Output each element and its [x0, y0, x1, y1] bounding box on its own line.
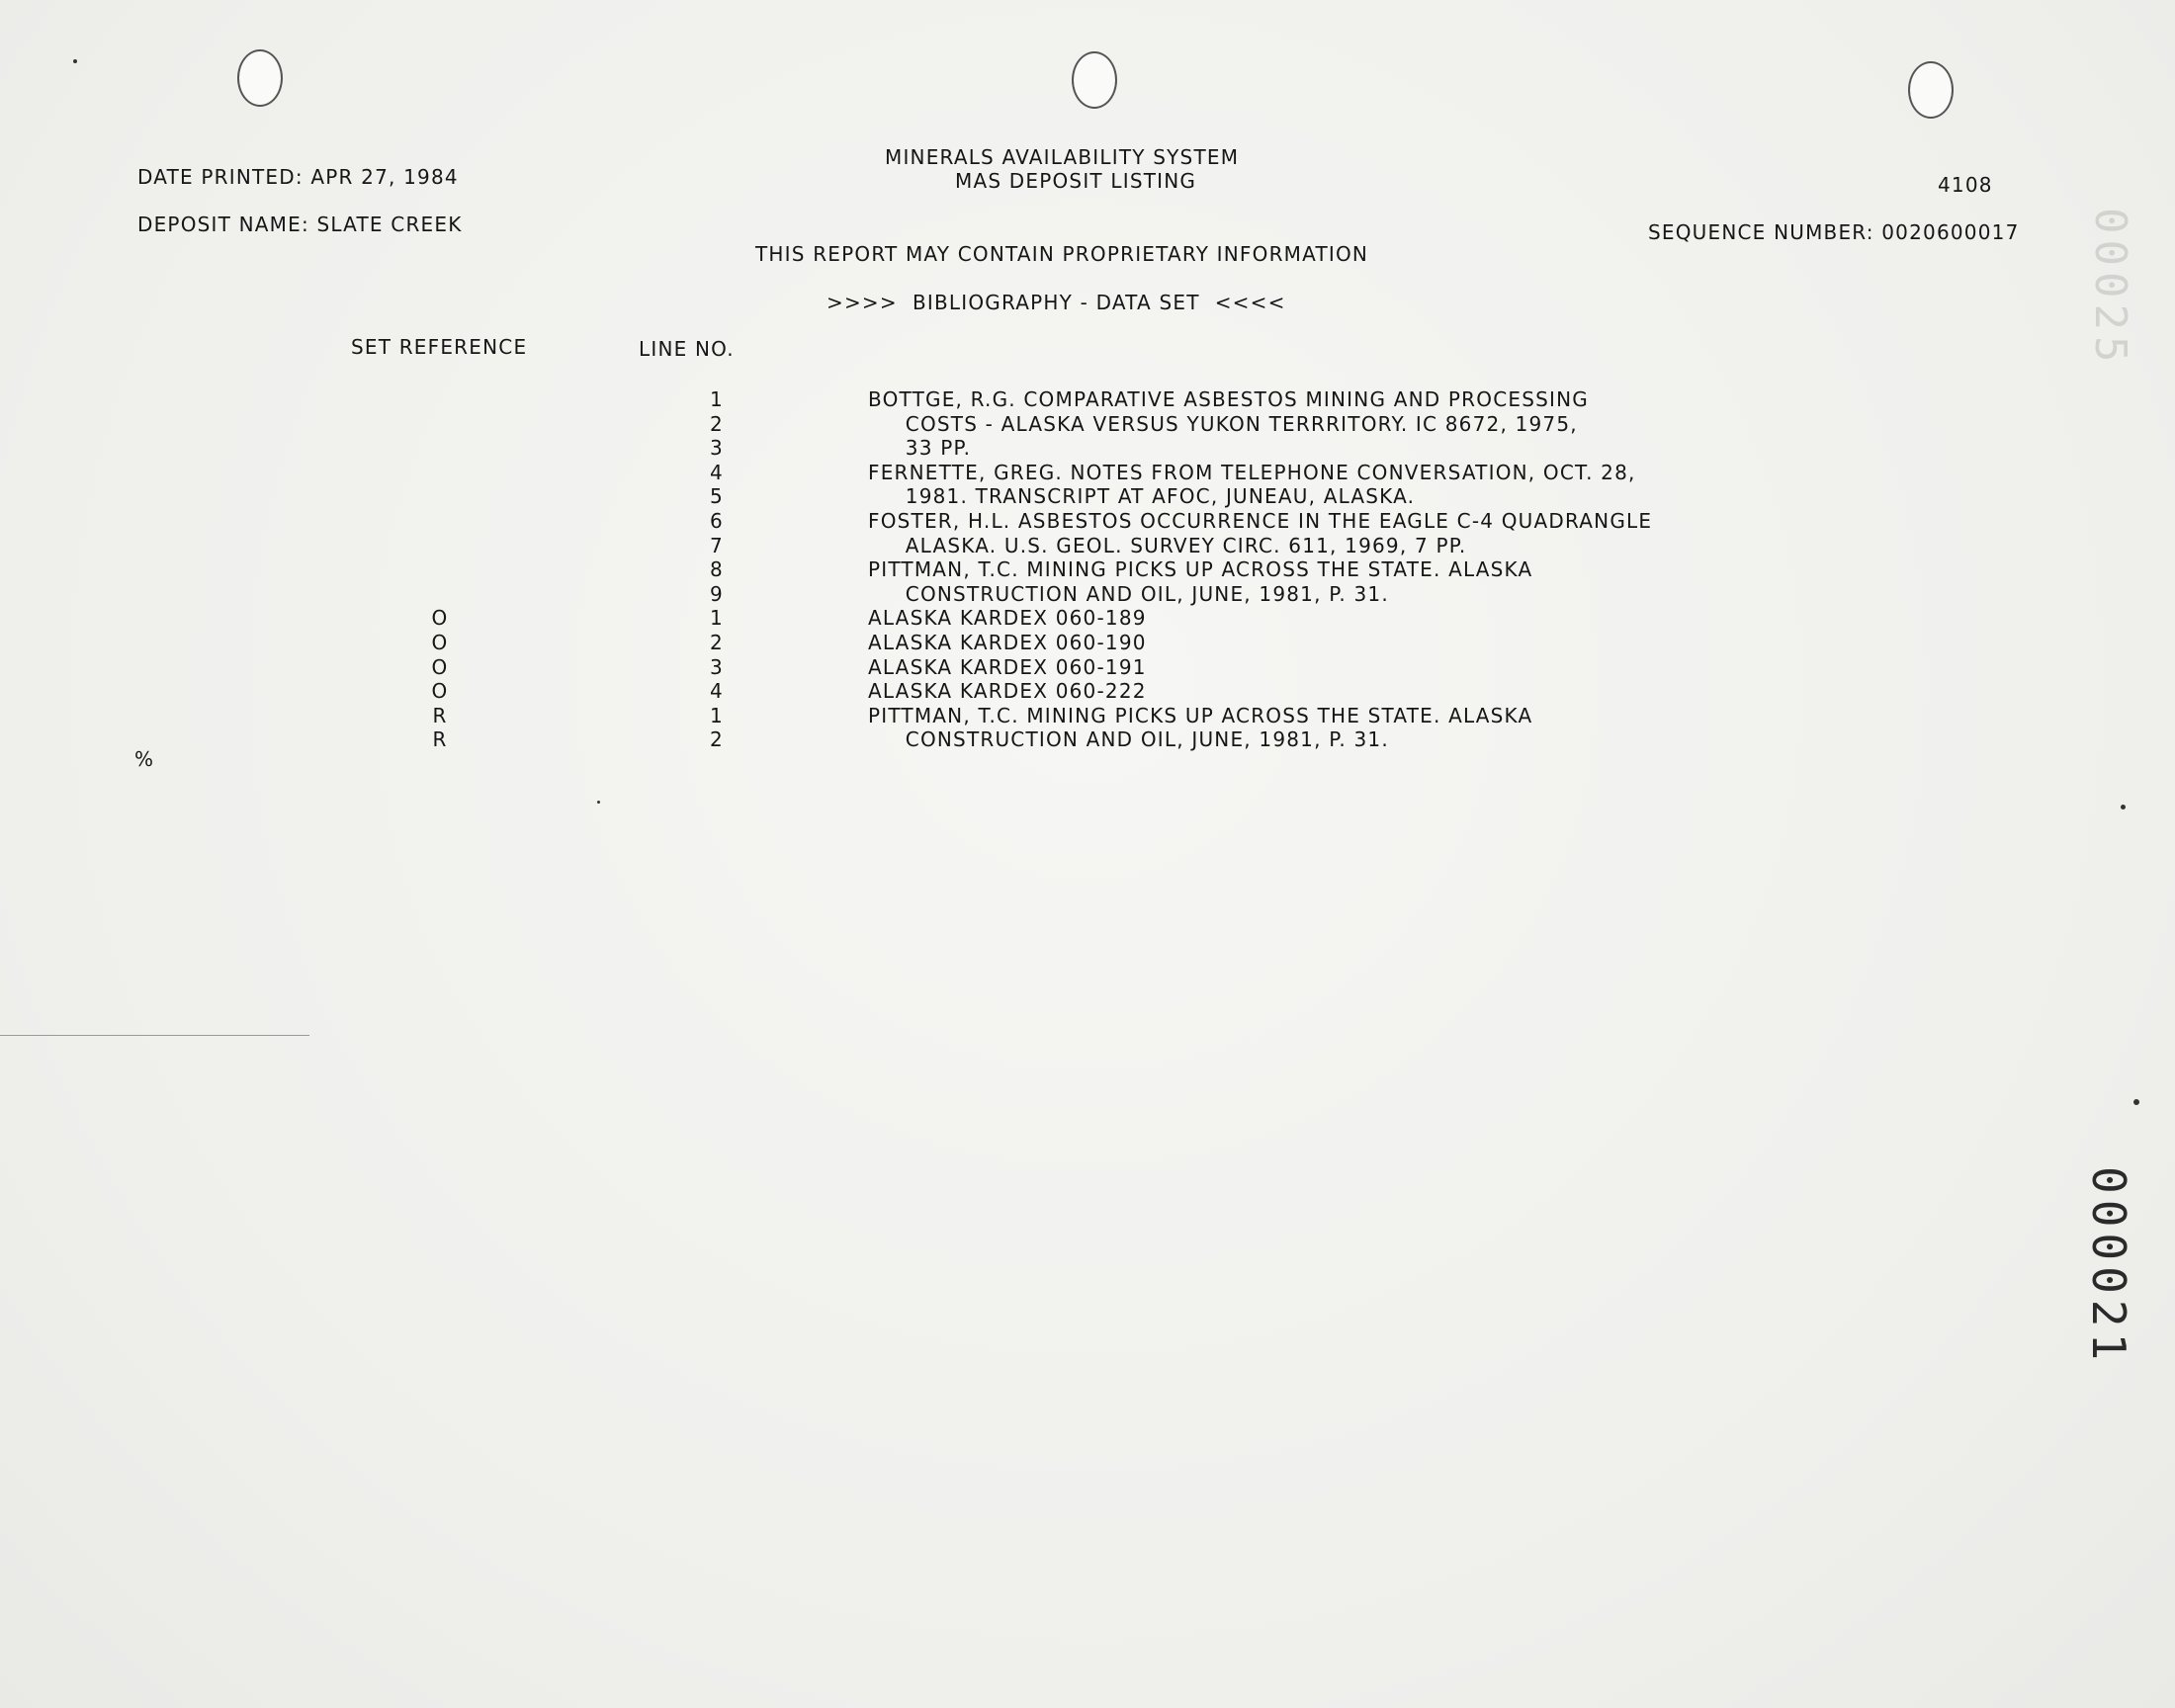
reference-text-cell: ALASKA KARDEX 060-222 [868, 679, 1147, 704]
reference-text-cell: 1981. TRANSCRIPT AT AFOC, JUNEAU, ALASKA. [868, 484, 1416, 509]
reference-text-cell: FERNETTE, GREG. NOTES FROM TELEPHONE CONVERSATION, OCT. 28, [868, 460, 1636, 484]
table-row [0, 412, 2175, 436]
reference-text-cell: PITTMAN, T.C. MINING PICKS UP ACROSS THE STATE. ALASKA [868, 703, 1533, 727]
line-number-cell: 4 [710, 460, 724, 484]
set-reference-cell: R [432, 703, 448, 727]
table-row [0, 655, 2175, 679]
reference-text-cell: ALASKA KARDEX 060-191 [868, 654, 1147, 679]
line-number-cell: 4 [710, 679, 724, 704]
deposit-name: DEPOSIT NAME: SLATE CREEK [137, 213, 463, 236]
page-dot [597, 801, 600, 804]
table-row [0, 606, 2175, 630]
bibliography-table [0, 387, 2175, 763]
table-row [0, 727, 2175, 751]
line-number-cell: 8 [710, 557, 724, 582]
line-number-cell: 3 [710, 654, 724, 679]
line-number-cell: 2 [710, 411, 724, 436]
reference-text-cell: CONSTRUCTION AND OIL, JUNE, 1981, P. 31. [868, 581, 1389, 606]
page-dot [2121, 805, 2126, 810]
line-number-cell: 1 [710, 387, 724, 411]
binder-hole-center [1072, 51, 1117, 109]
reference-text-cell: ALASKA KARDEX 060-189 [868, 606, 1147, 631]
table-row [0, 582, 2175, 606]
table-row [0, 557, 2175, 581]
table-row [0, 436, 2175, 460]
line-number-cell: 7 [710, 533, 724, 557]
line-number-cell: 1 [710, 606, 724, 631]
reference-text-cell: BOTTGE, R.G. COMPARATIVE ASBESTOS MINING AND PROCESSING [868, 387, 1589, 411]
binder-hole-right [1908, 61, 1954, 119]
table-row [0, 461, 2175, 484]
set-reference-cell: O [431, 654, 449, 679]
reference-text-cell: COSTS - ALASKA VERSUS YUKON TERRRITORY. IC 8672, 1975, [868, 411, 1578, 436]
reference-text-cell: PITTMAN, T.C. MINING PICKS UP ACROSS THE STATE. ALASKA [868, 557, 1533, 582]
table-row [0, 509, 2175, 533]
reference-text-cell: CONSTRUCTION AND OIL, JUNE, 1981, P. 31. [868, 727, 1389, 752]
set-reference-cell: R [432, 727, 448, 752]
set-reference-cell: O [431, 606, 449, 631]
table-row [0, 387, 2175, 411]
margin-stamp-lower: 000021 [2082, 1166, 2135, 1367]
proprietary-notice: THIS REPORT MAY CONTAIN PROPRIETARY INFORMATION [755, 242, 1369, 266]
set-reference-cell: O [431, 679, 449, 704]
set-reference-cell: O [431, 631, 449, 654]
listing-title: MAS DEPOSIT LISTING [955, 169, 1197, 193]
column-header-line-no: LINE NO. [639, 337, 735, 361]
reference-text-cell: 33 PP. [868, 436, 972, 461]
column-header-set-reference: SET REFERENCE [351, 335, 528, 359]
table-row [0, 679, 2175, 703]
line-number-cell: 3 [710, 436, 724, 461]
table-row [0, 704, 2175, 727]
page-dot [2133, 1099, 2139, 1105]
sequence-number: SEQUENCE NUMBER: 0020600017 [1648, 220, 2020, 244]
reference-text-cell: FOSTER, H.L. ASBESTOS OCCURRENCE IN THE EAGLE C-4 QUADRANGLE [868, 509, 1653, 533]
page-dot [73, 59, 77, 63]
reference-text-cell: ALASKA KARDEX 060-190 [868, 631, 1147, 654]
page-code: 4108 [1938, 173, 1993, 197]
line-number-cell: 2 [710, 727, 724, 752]
line-number-cell: 2 [710, 631, 724, 654]
section-title: >>>> BIBLIOGRAPHY - DATA SET <<<< [826, 291, 1286, 314]
line-number-cell: 5 [710, 484, 724, 509]
table-row [0, 631, 2175, 654]
system-title: MINERALS AVAILABILITY SYSTEM [885, 145, 1240, 169]
pencil-rule [0, 1035, 309, 1036]
line-number-cell: 6 [710, 509, 724, 533]
margin-stamp-upper: 00025 [2085, 208, 2135, 369]
line-number-cell: 9 [710, 581, 724, 606]
binder-hole-left [237, 49, 283, 107]
end-marker: % [134, 747, 155, 771]
reference-text-cell: ALASKA. U.S. GEOL. SURVEY CIRC. 611, 1969, 7 PP. [868, 533, 1467, 557]
date-printed: DATE PRINTED: APR 27, 1984 [137, 165, 459, 189]
table-row [0, 534, 2175, 557]
table-row [0, 484, 2175, 508]
line-number-cell: 1 [710, 703, 724, 727]
